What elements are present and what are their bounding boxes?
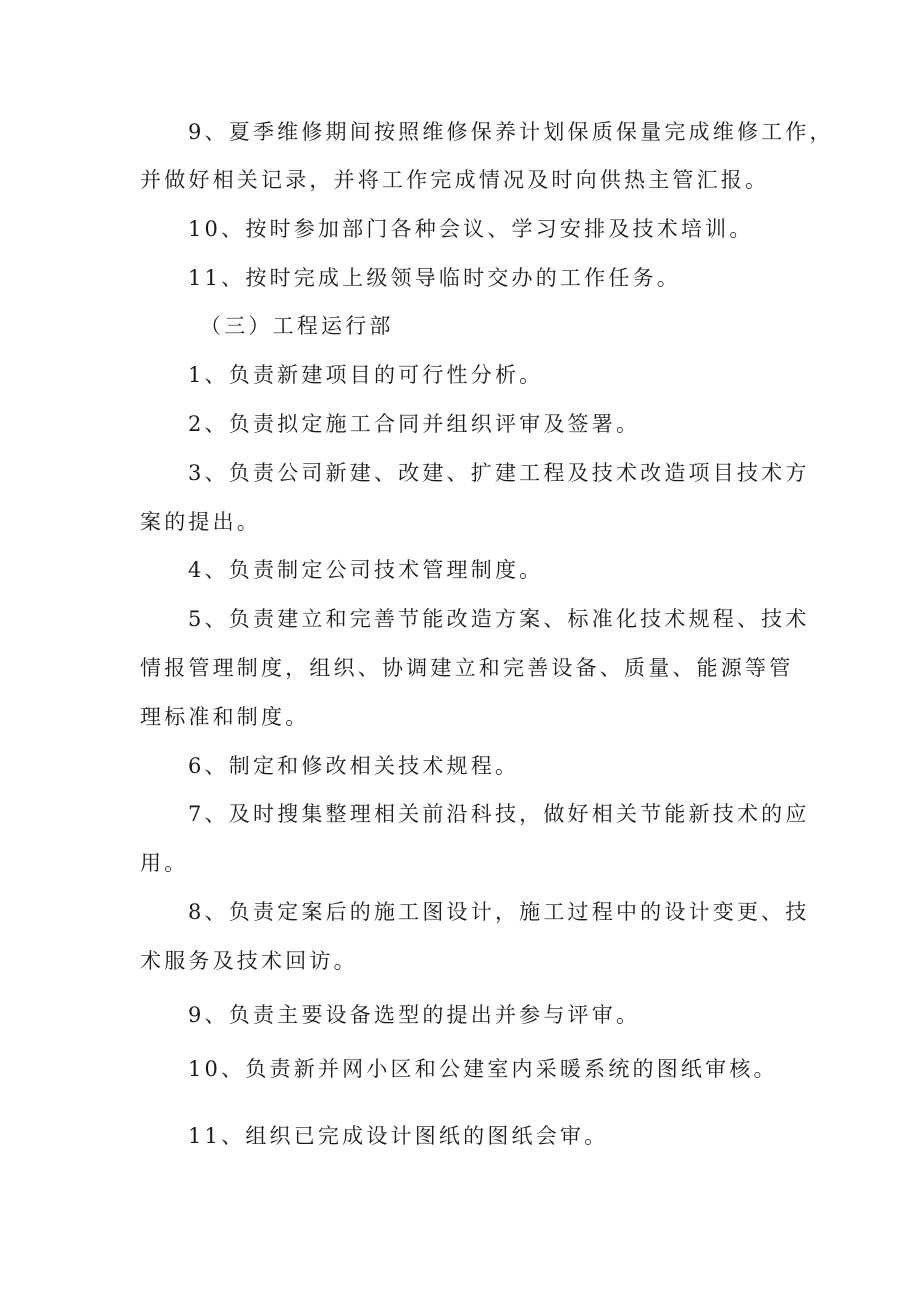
paragraph-line: 9、夏季维修期间按照维修保养计划保质保量完成维修工作， (188, 120, 834, 144)
section-heading: （三）工程运行部 (200, 314, 394, 338)
paragraph-line: 理标准和制度。 (140, 705, 310, 729)
paragraph-line: 9、负责主要设备选型的提出并参与评审。 (188, 1003, 641, 1027)
paragraph-line: 4、负责制定公司技术管理制度。 (188, 558, 544, 582)
paragraph-line: 案的提出。 (140, 510, 261, 534)
paragraph-line: 3、负责公司新建、改建、扩建工程及技术改造项目技术方 (188, 461, 810, 485)
paragraph-line: 术服务及技术回访。 (140, 949, 358, 973)
paragraph-line: 10、负责新并网小区和公建室内采暖系统的图纸审核。 (188, 1057, 778, 1081)
paragraph-line: 2、负责拟定施工合同并组织评审及签署。 (188, 412, 641, 436)
paragraph-line: 6、制定和修改相关技术规程。 (188, 754, 520, 778)
paragraph-line: 并做好相关记录，并将工作完成情况及时向供热主管汇报。 (140, 168, 770, 192)
paragraph-line: 7、及时搜集整理相关前沿科技，做好相关节能新技术的应 (188, 802, 810, 826)
paragraph-line: 11、按时完成上级领导临时交办的工作任务。 (188, 266, 681, 290)
paragraph-line: 10、按时参加部门各种会议、学习安排及技术培训。 (188, 217, 754, 241)
paragraph-line: 8、负责定案后的施工图设计，施工过程中的设计变更、技 (188, 900, 810, 924)
paragraph-line: 1、负责新建项目的可行性分析。 (188, 363, 544, 387)
paragraph-line: 情报管理制度，组织、协调建立和完善设备、质量、能源等管 (140, 656, 794, 680)
paragraph-line: 用。 (140, 851, 189, 875)
paragraph-line: 5、负责建立和完善节能改造方案、标准化技术规程、技术 (188, 607, 810, 631)
paragraph-line: 11、组织已完成设计图纸的图纸会审。 (188, 1124, 609, 1148)
